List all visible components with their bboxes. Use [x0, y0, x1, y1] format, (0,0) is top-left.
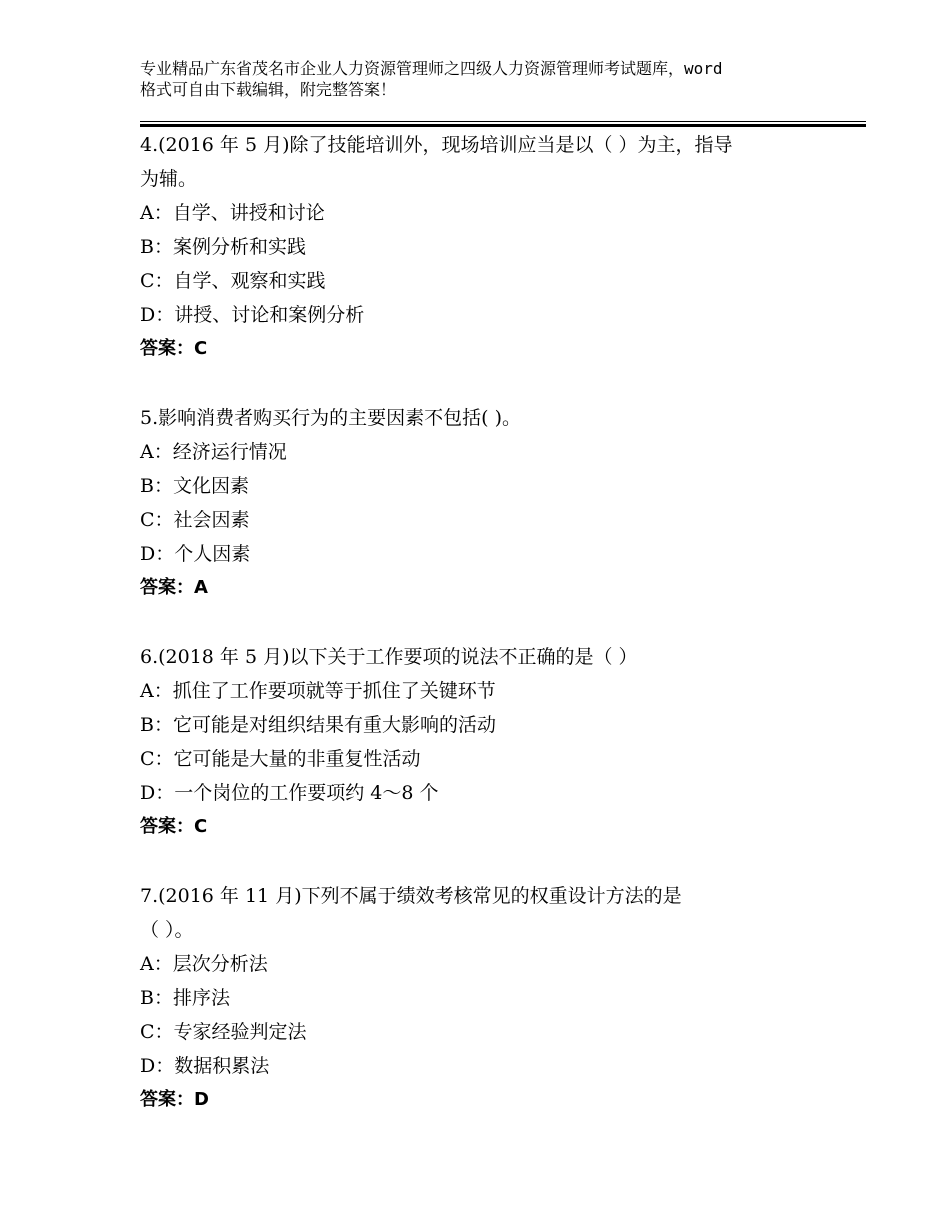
question-6	[140, 640, 830, 844]
option-a: A：层次分析法	[140, 953, 268, 975]
question-stem: 为辅。	[140, 168, 198, 190]
question-stem: 7.(2016 年 11 月)下列不属于绩效考核常见的权重设计方法的是	[140, 885, 682, 907]
option-c: C：社会因素	[140, 509, 250, 531]
question-stem: 5.影响消费者购买行为的主要因素不包括( )。	[140, 407, 521, 429]
answer-label: 答案：D	[140, 1089, 209, 1110]
header-rule-thin	[140, 121, 866, 122]
answer-label: 答案：C	[140, 338, 208, 359]
option-b: B：文化因素	[140, 475, 249, 497]
option-d: D：讲授、讨论和案例分析	[140, 304, 365, 326]
header-line-1: 专业精品广东省茂名市企业人力资源管理师之四级人力资源管理师考试题库，word	[140, 59, 723, 78]
option-a: A：抓住了工作要项就等于抓住了关键环节	[140, 680, 496, 702]
question-stem: 6.(2018 年 5 月)以下关于工作要项的说法不正确的是（ ）	[140, 646, 638, 668]
option-d: D：个人因素	[140, 543, 251, 565]
question-list	[140, 128, 830, 1152]
option-b: B：案例分析和实践	[140, 236, 306, 258]
header-line-2: 格式可自由下载编辑，附完整答案！	[140, 80, 397, 99]
option-a: A：经济运行情况	[140, 441, 287, 463]
option-d: D：数据积累法	[140, 1055, 270, 1077]
question-7	[140, 879, 830, 1117]
option-d: D：一个岗位的工作要项约 4～8 个	[140, 782, 439, 804]
option-b: B：它可能是对组织结果有重大影响的活动	[140, 714, 496, 736]
option-c: C：自学、观察和实践	[140, 270, 326, 292]
question-stem: 4.(2016 年 5 月)除了技能培训外，现场培训应当是以（ ）为主，指导	[140, 134, 733, 156]
option-b: B：排序法	[140, 987, 230, 1009]
option-c: C：专家经验判定法	[140, 1021, 307, 1043]
option-a: A：自学、讲授和讨论	[140, 202, 325, 224]
answer-label: 答案：C	[140, 816, 208, 837]
answer-label: 答案：A	[140, 577, 208, 598]
option-c: C：它可能是大量的非重复性活动	[140, 748, 421, 770]
question-4	[140, 128, 830, 366]
header-rule-thick	[140, 124, 866, 127]
question-5	[140, 401, 830, 605]
question-stem: （ ）。	[140, 919, 194, 941]
document-header	[140, 58, 840, 100]
